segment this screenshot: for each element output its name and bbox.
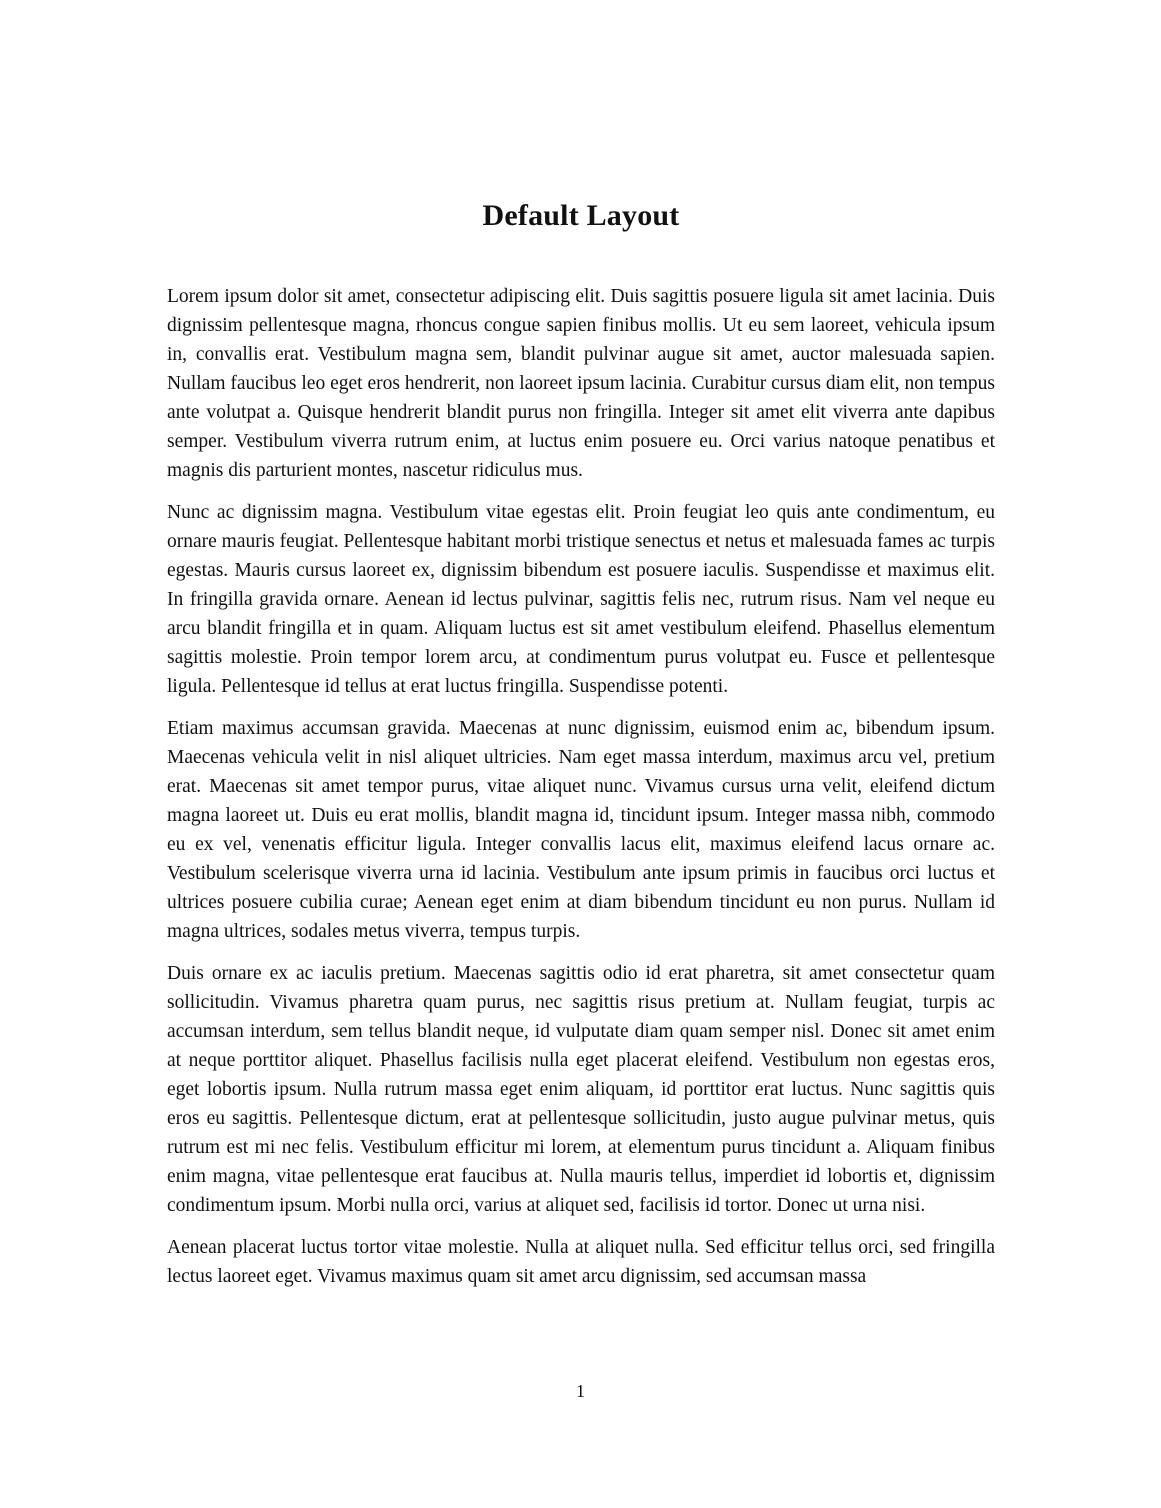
body-paragraph-4: Duis ornare ex ac iaculis pretium. Maecenas sagittis odio id erat pharetra, sit amet consectetur quam sollicitudin. Vivamus pharetra quam purus, nec sagittis risus pretium at. Nullam feugiat, turpis ac accumsan interdum, sem tellus blandit neque, id vulputate diam quam semper nisl. Donec sit amet enim at neque porttitor aliquet. Phasellus facilisis nulla eget placerat eleifend. Vestibulum non egestas eros, eget lobortis ipsum. Nulla rutrum massa eget enim aliquam, id porttitor erat luctus. Nunc sagittis quis eros eu sagittis. Pellentesque dictum, erat at pellentesque sollicitudin, justo augue pulvinar metus, quis rutrum est mi nec felis. Vestibulum efficitur mi lorem, at elementum purus tincidunt a. Aliquam finibus enim magna, vitae pellentesque erat faucibus at. Nulla mauris tellus, imperdiet id lobortis et, dignissim condimentum ipsum. Morbi nulla orci, varius at aliquet sed, facilisis id tortor. Donec ut urna nisi.	[167, 963, 995, 1216]
body-paragraph-1: Lorem ipsum dolor sit amet, consectetur adipiscing elit. Duis sagittis posuere ligula sit amet lacinia. Duis dignissim pellentesque magna, rhoncus congue sapien finibus mollis. Ut eu sem laoreet, vehicula ipsum in, convallis erat. Vestibulum magna sem, blandit pulvinar augue sit amet, auctor malesuada sapien. Nullam faucibus leo eget eros hendrerit, non laoreet ipsum lacinia. Curabitur cursus diam elit, non tempus ante volutpat a. Quisque hendrerit blandit purus non fringilla. Integer sit amet elit viverra ante dapibus semper. Vestibulum viverra rutrum enim, at luctus enim posuere eu. Orci varius natoque penatibus et magnis dis parturient montes, nascetur ridiculus mus.	[167, 286, 995, 481]
page-number: 1	[576, 1381, 585, 1401]
body-paragraph-5: Aenean placerat luctus tortor vitae molestie. Nulla at aliquet nulla. Sed efficitur tellus orci, sed fringilla lectus laoreet eget. Vivamus maximus quam sit amet arcu dignissim, sed accumsan massa	[167, 1237, 995, 1287]
body-paragraph-2: Nunc ac dignissim magna. Vestibulum vitae egestas elit. Proin feugiat leo quis ante condimentum, eu ornare mauris feugiat. Pellentesque habitant morbi tristique senectus et netus et malesuada fames ac turpis egestas. Mauris cursus laoreet ex, dignissim bibendum est posuere iaculis. Suspendisse et maximus elit. In fringilla gravida ornare. Aenean id lectus pulvinar, sagittis felis nec, rutrum risus. Nam vel neque eu arcu blandit fringilla et in quam. Aliquam luctus est sit amet vestibulum eleifend. Phasellus elementum sagittis molestie. Proin tempor lorem arcu, at condimentum purus volutpat eu. Fusce et pellentesque ligula. Pellentesque id tellus at erat luctus fringilla. Suspendisse potenti.	[167, 502, 995, 697]
document-title: Default Layout	[482, 199, 680, 232]
body-paragraph-3: Etiam maximus accumsan gravida. Maecenas at nunc dignissim, euismod enim ac, bibendum ipsum. Maecenas vehicula velit in nisl aliquet ultricies. Nam eget massa interdum, maximus arcu vel, pretium erat. Maecenas sit amet tempor purus, vitae aliquet nunc. Vivamus cursus urna velit, eleifend dictum magna laoreet ut. Duis eu erat mollis, blandit magna id, tincidunt ipsum. Integer massa nibh, commodo eu ex vel, venenatis efficitur ligula. Integer convallis lacus elit, maximus eleifend lacus ornare ac. Vestibulum scelerisque viverra urna id lacinia. Vestibulum ante ipsum primis in faucibus orci luctus et ultrices posuere cubilia curae; Aenean eget enim at diam bibendum tincidunt eu non purus. Nullam id magna ultrices, sodales metus viverra, tempus turpis.	[167, 718, 995, 942]
document-content	[167, 0, 995, 1304]
